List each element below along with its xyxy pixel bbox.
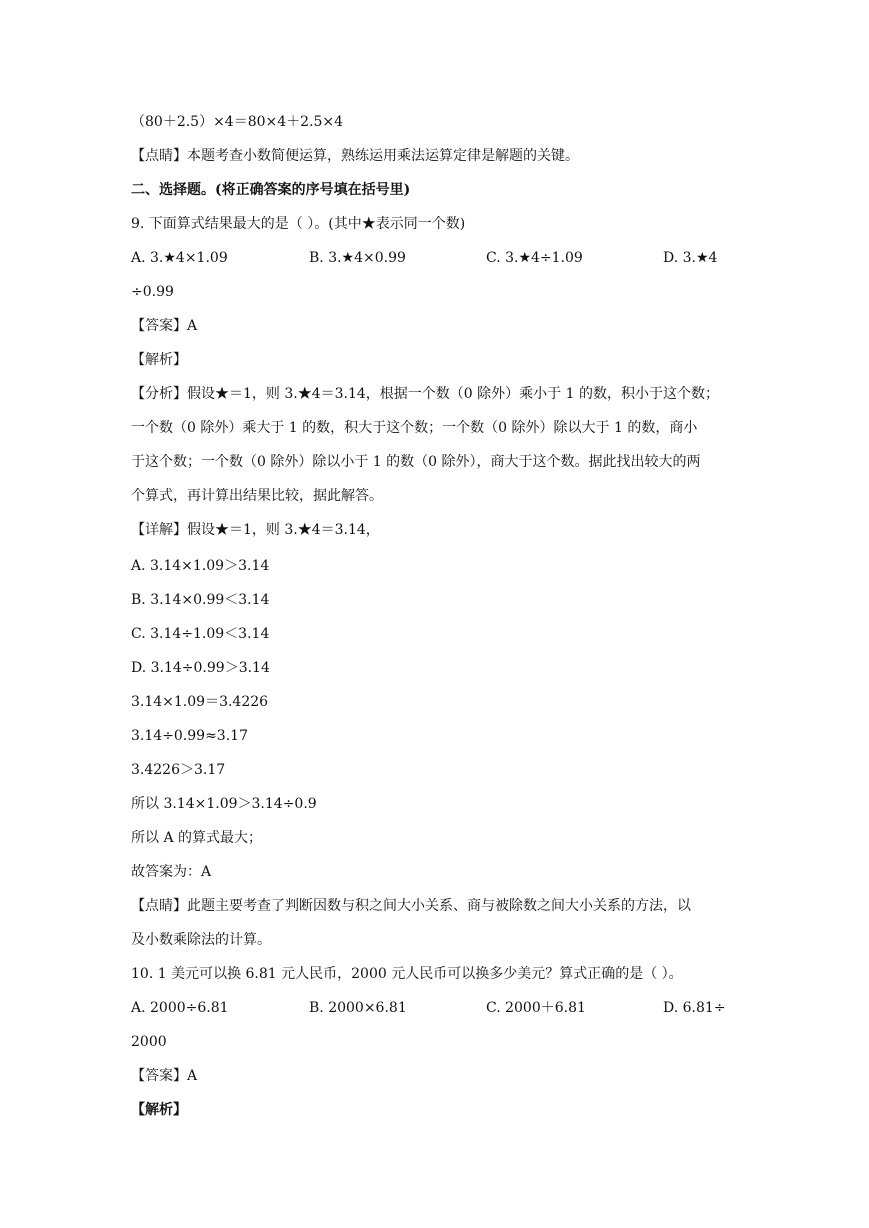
detail-paragraph: 【详解】假设★＝1，则 3.★4＝3.14， [131,522,380,538]
question-9: 9. 下面算式结果最大的是（ ）。(其中★表示同一个数) [131,216,466,232]
detail-line: 3.14÷0.99≈3.17 [131,728,248,744]
q10-option-b: B. 2000×6.81 [309,1000,407,1016]
detail-line: 所以 3.14×1.09＞3.14÷0.9 [131,796,317,812]
q9-option-d-continued: ÷0.99 [131,284,174,300]
detail-line: B. 3.14×0.99＜3.14 [131,592,270,608]
answer-label: 【答案】A [131,1068,198,1084]
q10-option-a: A. 2000÷6.81 [131,1000,229,1016]
tip-paragraph: 【点睛】本题考查小数简便运算，熟练运用乘法运算定律是解题的关键。 [131,148,579,164]
q9-option-c: C. 3.★4÷1.09 [486,250,583,266]
analysis-paragraph: 一个数（0 除外）乘大于 1 的数，积大于这个数；一个数（0 除外）除以大于 1 的数，商小 [131,420,698,436]
q10-option-d-continued: 2000 [131,1034,167,1050]
detail-line: 3.14×1.09＝3.4226 [131,694,269,710]
analysis-paragraph: 个算式，再计算出结果比较，据此解答。 [131,488,383,504]
detail-line: A. 3.14×1.09＞3.14 [131,558,270,574]
detail-line: 故答案为：A [131,864,212,880]
answer-label: 【答案】A [131,318,198,334]
analysis-label: 【解析】 [131,352,187,368]
detail-line: D. 3.14÷0.99＞3.14 [131,660,270,676]
q9-option-b: B. 3.★4×0.99 [309,250,406,266]
detail-line: C. 3.14÷1.09＜3.14 [131,626,270,642]
q9-option-d: D. 3.★4 [663,250,718,266]
detail-line: 所以 A 的算式最大； [131,830,263,846]
tip-paragraph: 【点睛】此题主要考查了判断因数与积之间大小关系、商与被除数之间大小关系的方法，以 [131,898,691,914]
question-10: 10. 1 美元可以换 6.81 元人民币，2000 元人民币可以换多少美元？算式正确的是（ ）。 [131,966,683,982]
analysis-paragraph: 于这个数；一个数（0 除外）除以小于 1 的数（0 除外），商大于这个数。据此找出较大的两 [131,454,701,470]
section-heading: 二、选择题。(将正确答案的序号填在括号里) [131,182,411,198]
q10-option-d: D. 6.81÷ [663,1000,726,1016]
q9-option-a: A. 3.★4×1.09 [131,250,228,266]
analysis-paragraph: 【分析】假设★＝1，则 3.★4＝3.14，根据一个数（0 除外）乘小于 1 的数，积小于这个数； [131,386,719,402]
analysis-label: 【解析】 [131,1102,187,1118]
detail-line: 3.4226＞3.17 [131,762,226,778]
q10-option-c: C. 2000＋6.81 [486,1000,586,1016]
tip-paragraph: 及小数乘除法的计算。 [131,932,271,948]
equation-line: （80＋2.5）×4＝80×4＋2.5×4 [131,114,344,130]
